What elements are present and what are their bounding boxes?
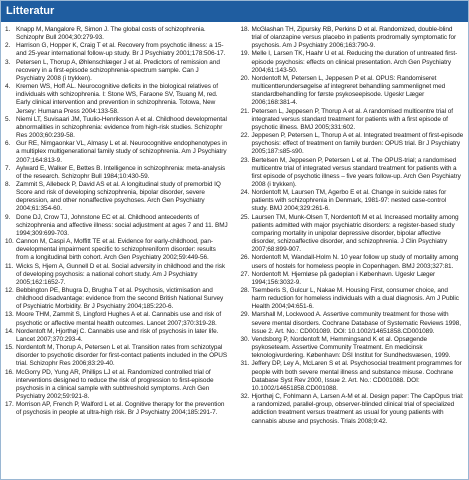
reference-number: 23. bbox=[240, 156, 250, 164]
reference-text: Marshall M, Lockwood A. Assertive community treatment for those with severe mental disorders. Cochrane Database of Systematic Reviews 1998, Issue 2. Art. No.: CD001089. DOI: 10.1002/14651858.CD001089. bbox=[251, 311, 461, 335]
reference-item bbox=[241, 311, 465, 335]
reference-item bbox=[241, 108, 465, 132]
reference-item bbox=[241, 132, 465, 156]
reference-item bbox=[5, 26, 229, 42]
references-title: Litteratur bbox=[6, 5, 55, 17]
reference-number: 20. bbox=[240, 74, 250, 82]
reference-item bbox=[5, 287, 229, 311]
reference-number: 17. bbox=[5, 401, 14, 409]
reference-text: Laursen TM, Munk-Olsen T, Nordentoft M et al. Increased mortality among patients admitted with major psychiatric disorders: a register-based study comparing mortality in unipolar depressive disorder, bipolar affective disorder, schizoaffective disorder, and schizophrenia. J Clin Psychiatry 2007;68:899-907. bbox=[251, 213, 459, 254]
reference-text: McGorry PD, Yung AR, Phillips LJ et al. Randomized controlled trial of interventions designed to reduce the risk of progression to first-episode psychosis in a clinical sample with subthreshold symptoms. Arch Gen Psychiatry 2002;59:921-8. bbox=[16, 368, 214, 401]
reference-text: Nordentoft M, Hjorthøj C. Cannabis use and risk of psychosis in later life. Lancet 2007;370:293-4. bbox=[16, 327, 219, 343]
reference-number: 9. bbox=[5, 213, 11, 221]
references-header bbox=[1, 1, 468, 22]
references-columns bbox=[1, 22, 468, 478]
reference-text: Done DJ, Crow TJ, Johnstone EC et al. Childhood antecedents of schizophrenia and affective illness: social adjustment at ages 7 and 11. BMJ 1994;309:699-703. bbox=[16, 213, 228, 237]
reference-text: Gur RE, Nimgaonkar VL, Almasy L et al. Neurocognitive endophenotypes in a multiplex multigenerational family study of schizophrenia. Am J Psychiatry 2007;164:813-9. bbox=[16, 140, 227, 164]
reference-number: 8. bbox=[5, 180, 11, 188]
reference-item bbox=[5, 214, 229, 238]
reference-item bbox=[241, 393, 465, 426]
reference-item bbox=[241, 26, 465, 50]
reference-number: 30. bbox=[240, 335, 250, 343]
reference-item bbox=[241, 336, 465, 360]
reference-number: 10. bbox=[5, 238, 14, 246]
reference-text: Nordentoft M, Petersen L, Jeppesen P et al. OPUS: Randomiseret multicentterundersøgelse af integreret behandling sammenlignet med standardbehandling for første psykoseepisode. Ugeskr Læger 2006;168:381-4. bbox=[251, 74, 446, 107]
reference-number: 15. bbox=[5, 344, 14, 352]
reference-text: Kremen WS, Hoff AL. Neurocognitive deficits in the biological relatives of individuals with schizophrenia. I: Stone WS, Faraone SV, Tsuang M, red. Early clinical intervention and prevention in schizophrenia. Totowa, New Jersey: Humana Press 2004:133-58. bbox=[16, 83, 218, 115]
reference-text: Knapp M, Mangalore R, Simon J. The global costs of schizophrenia. Schizophr Bull 2004;30:279-93. bbox=[16, 26, 206, 42]
reference-number: 29. bbox=[240, 311, 250, 319]
reference-number: 12. bbox=[5, 287, 14, 294]
reference-text: Bertelsen M, Jeppesen P, Petersen L et al. The OPUS-trial; a randomised multicentre trial of integrated versus standard treatment for patients with a first episode of psychotic illness – five years follow-up. Arch Gen Psychiatry 2008 (i trykken). bbox=[251, 156, 461, 188]
reference-item bbox=[5, 83, 229, 116]
references-column-left bbox=[5, 26, 235, 478]
reference-text: Hjorthøj C, Fohlmann A, Larsen A-M et al. Design paper: The CapOpus trial: a randomized, parallel-group, observer-blinded clinical trial of specialized addiction treatment versus treatment as usual for young patients with cannabis abuse and psychosis. Trials 2008;9:42. bbox=[251, 393, 464, 425]
reference-item bbox=[5, 59, 229, 83]
reference-text: Nordentoft M, Thorup A, Petersen L et al. Transition rates from schizotypal disorder to psychotic disorder for first-contact patients included in the OPUS trial. Schizophr Res 2006;83:29-40. bbox=[16, 344, 228, 368]
reference-number: 4. bbox=[5, 83, 11, 91]
reference-item bbox=[241, 50, 465, 74]
reference-number: 31. bbox=[240, 360, 250, 368]
reference-text: Tsemberis S, Gulcur L, Nakae M. Housing First, consumer choice, and harm reduction for homeless individuals with a dual diagnosis. Am J Public Health 2004;94:651-6. bbox=[251, 287, 459, 311]
reference-item bbox=[5, 369, 229, 402]
reference-text: Aylward E, Walker E, Bettes B. Intelligence in schizophrenia: meta-analysis of the research. Schizophr Bull 1984;10:430-59. bbox=[16, 164, 226, 180]
reference-number: 32. bbox=[240, 393, 250, 401]
reference-text: Nordentoft M, Wandall-Holm N. 10 year follow up study of mortality among users of hostels for homeless people in Copenhagen. BMJ 2003;327:81. bbox=[251, 254, 459, 270]
reference-item bbox=[241, 271, 465, 287]
reference-text: Wicks S, Hjern A, Gunnell D et al. Social adversity in childhood and the risk of developing psychosis: a national cohort study. Am J Psychiatry 2005;162:1652-7. bbox=[16, 262, 225, 286]
reference-number: 2. bbox=[5, 42, 11, 50]
reference-number: 3. bbox=[5, 58, 11, 66]
reference-number: 11. bbox=[5, 262, 14, 270]
reference-text: Petersen L, Jeppesen P, Thorup A et al. A randomised multicentre trial of integrated versus standard treatment for patients with a first episode of psychotic illness. BMJ 2005;331:602. bbox=[251, 107, 454, 131]
reference-number: 14. bbox=[5, 327, 14, 335]
reference-item bbox=[5, 401, 229, 417]
reference-item bbox=[5, 311, 229, 327]
reference-number: 27. bbox=[240, 270, 250, 278]
reference-item bbox=[5, 42, 229, 58]
reference-item bbox=[5, 140, 229, 164]
reference-text: Cannon M, Caspi A, Moffitt TE et al. Evidence for early-childhood, pan-developmental impairment specific to schizophreniform disorder: results from a longitudinal birth cohort. Arch Gen Psychiatry 2002;59:449-56. bbox=[16, 238, 216, 262]
reference-text: Jeppesen P, Petersen L, Thorup A et al. Integrated treatment of first-episode psychosis: effect of treatment on family burden: OPUS trial. Br J Psychiatry 2005;187:s85-s90. bbox=[251, 132, 464, 156]
reference-item bbox=[241, 214, 465, 255]
reference-item bbox=[241, 360, 465, 393]
reference-item bbox=[241, 75, 465, 108]
reference-item bbox=[5, 181, 229, 214]
reference-item bbox=[5, 328, 229, 344]
reference-item bbox=[5, 165, 229, 181]
reference-text: Zammit S, Allebeck P, David AS et al. A longitudinal study of premorbid IQ Score and risk of developing schizophrenia, bipolar disorder, severe depression, and other nonaffective psychoses. Arch Gen Psychiatry 2004;61:354-60. bbox=[16, 180, 221, 213]
reference-text: Nordentoft M. Hjemløse på gadeplan i København. Ugeskr Læger 1994;156:3032-9. bbox=[251, 270, 436, 286]
references-column-right bbox=[235, 26, 465, 478]
reference-number: 18. bbox=[240, 26, 250, 33]
reference-item bbox=[5, 116, 229, 140]
reference-text: Petersen L, Thorup A, Øhlenschlæger J et al. Predictors of remission and recovery in a first-episode schizophrenia-spectrum sample. Can J Psychiatry 2008 (i trykken). bbox=[16, 58, 220, 82]
reference-number: 28. bbox=[240, 287, 250, 294]
reference-item bbox=[241, 189, 465, 213]
reference-item bbox=[241, 157, 465, 190]
reference-text: Moore THM, Zammit S, Lingford Hughes A et al. Cannabis use and risk of psychotic or affective mental health outcomes. Lancet 2007;370:319-28. bbox=[16, 311, 222, 327]
reference-number: 1. bbox=[5, 26, 11, 33]
reference-text: Niemi LT, Suvisaari JM, Tuulio-Henriksson A et al. Childhood developmental abnormalities in schizophrenia: evidence from high-risk studies. Schizophr Res 2003;60:239-58. bbox=[16, 115, 227, 140]
reference-text: McGlashan TH, Zipursky RB, Perkins D et al. Randomized, double-blind trial of olanzapine versus placebo in patients prodromally symptomatic for psychosis. Am J Psychiatry 2006;163:790-9. bbox=[251, 26, 457, 50]
reference-text: Nordentoft M, Laursen TM, Agerbo E et al. Change in suicide rates for patients with schizophrenia in Denmark, 1981-97: nested case-control study. BMJ 2004;329:261-6. bbox=[251, 189, 447, 213]
reference-text: Melle I, Larsen TK, Haahr U et al. Reducing the duration of untreated first-episode psychosis: effects on clinical presentation. Arch Gen Psychiatry 2004;61:143-50. bbox=[251, 50, 458, 74]
reference-number: 6. bbox=[5, 140, 11, 148]
reference-number: 16. bbox=[5, 368, 14, 376]
reference-text: Morrison AP, French P, Walford L et al. Cognitive therapy for the prevention of psychosis in people at ultra-high risk. Br J Psychiatry 2004;185:291-7. bbox=[16, 401, 225, 417]
reference-item bbox=[241, 254, 465, 270]
reference-number: 5. bbox=[5, 115, 11, 123]
reference-number: 21. bbox=[240, 107, 250, 115]
reference-number: 22. bbox=[240, 132, 250, 140]
reference-item bbox=[5, 238, 229, 262]
reference-number: 24. bbox=[240, 189, 250, 197]
reference-item bbox=[5, 263, 229, 287]
reference-number: 25. bbox=[240, 213, 250, 221]
reference-text: Bebbington PE, Bhugra D, Brugha T et al. Psychosis, victimisation and childhood disadvantage: evidence from the second British National Survey of Psychiatric Morbidity. Br J Psychiatry 2004;185:220-6. bbox=[16, 287, 224, 311]
reference-item bbox=[241, 287, 465, 311]
reference-number: 13. bbox=[5, 311, 14, 319]
reference-text: Jeffery DP, Ley A, McLaren S et al. Psychosocial treatment programmes for people with both severe mental illness and substance misuse. Cochrane Database Syst Rev 2000, Issue 2. Art. No.: CD001088. DOI: 10.1002/14651858.CD001088. bbox=[251, 360, 462, 392]
reference-item bbox=[5, 344, 229, 368]
reference-text: Vendsborg P, Nordentoft M, Hemmingsand K et al. Opsøgende psykoseteam. Assertive Community Treatment. En medicinsk teknologivurdering. København: DSI Institut for Sundhedsvæsen, 1999. bbox=[251, 335, 451, 360]
reference-number: 19. bbox=[240, 50, 250, 58]
reference-number: 7. bbox=[5, 164, 11, 172]
reference-number: 26. bbox=[240, 254, 250, 262]
reference-text: Harrison G, Hopper K, Craig T et al. Recovery from psychotic illness: a 15- and 25-year international follow-up study. Br J Psychiatry 2001;178:506-17. bbox=[16, 42, 226, 58]
